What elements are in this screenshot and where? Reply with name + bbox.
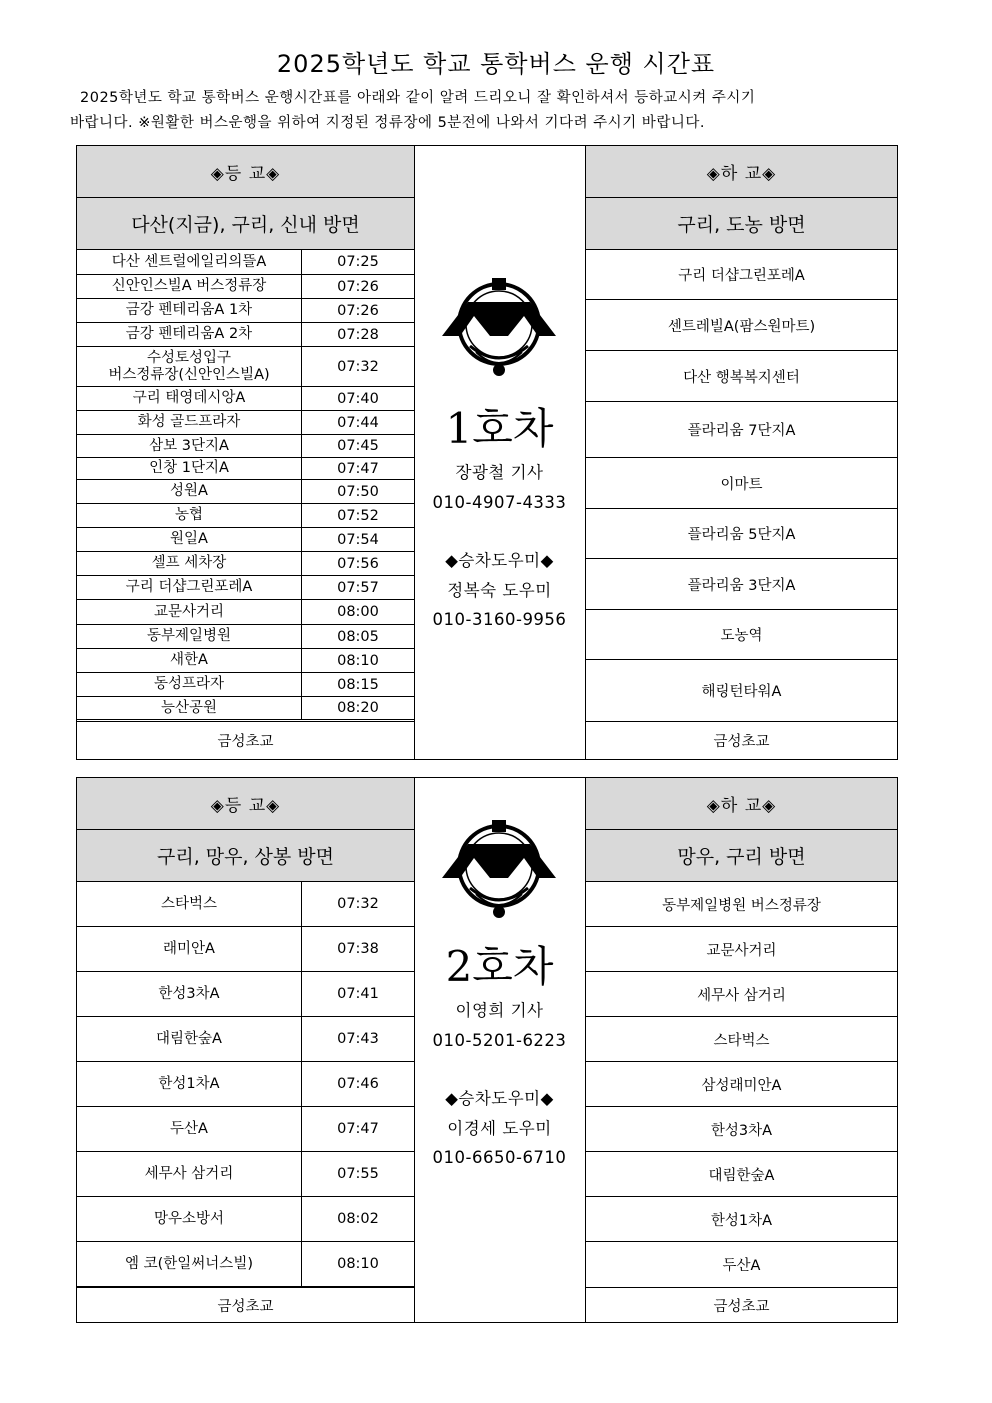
stop-name: 신안인스빌A 버스정류장 [77, 275, 302, 298]
list-item: 센트레빌A(팜스원마트) [586, 300, 897, 351]
bus2-number: 2호차 [445, 942, 554, 991]
bus1-schedule [76, 145, 898, 760]
school-emblem-icon [438, 274, 560, 384]
bus1-back-destination: 금성초교 [586, 721, 897, 759]
bus2-go-destination: 금성초교 [77, 1287, 414, 1322]
stop-name: 금강 펜테리움A 1차 [77, 299, 302, 322]
stop-name: 능산공원 [77, 697, 302, 719]
stop-time: 07:26 [337, 302, 379, 319]
list-item: 플라리움 3단지A [586, 559, 897, 610]
stop-time: 07:43 [337, 1031, 379, 1047]
stop-name: 셀프 세차장 [77, 552, 302, 575]
bus1-back-header: ◈하 교◈ [586, 146, 897, 198]
table-row [77, 927, 414, 972]
stop-name: 농협 [77, 504, 302, 527]
bus1-info-column [414, 146, 585, 759]
stop-name: 화성 골드프라자 [77, 411, 302, 434]
table-row [77, 458, 414, 480]
bus2-back-table [586, 882, 897, 1287]
table-row [77, 882, 414, 927]
stop-name: 한성1차A [77, 1062, 302, 1106]
intro-text [70, 86, 930, 136]
stop-name: 다산 센트럴에일리의뜰A [77, 250, 302, 274]
list-item: 플라리움 7단지A [586, 402, 897, 458]
stop-name: 삼보 3단지A [77, 435, 302, 457]
stop-time: 08:02 [337, 1211, 379, 1227]
bus1-go-header: ◈등 교◈ [77, 146, 414, 198]
bus1-helper: 정복숙 도우미 [447, 580, 552, 600]
list-item: 도농역 [586, 610, 897, 660]
list-item: 교문사거리 [586, 927, 897, 972]
stop-time: 07:41 [337, 986, 379, 1002]
stop-name: 교문사거리 [77, 600, 302, 624]
bus1-number: 1호차 [445, 404, 554, 453]
stop-time: 07:57 [337, 579, 379, 596]
stop-time: 07:55 [337, 1166, 379, 1182]
stop-name: 한성3차A [77, 972, 302, 1016]
stop-name: 망우소방서 [77, 1197, 302, 1241]
stop-time: 08:20 [337, 700, 379, 716]
list-item: 세무사 삼거리 [586, 972, 897, 1017]
stop-time: 07:44 [337, 414, 379, 431]
table-row [77, 1197, 414, 1242]
bus2-back-destination: 금성초교 [586, 1287, 897, 1322]
stop-name: 동성프라자 [77, 673, 302, 696]
stop-name: 두산A [77, 1107, 302, 1151]
stop-time: 07:47 [337, 460, 379, 477]
bus1-go-table [77, 250, 414, 720]
bus2-info-column [414, 778, 585, 1322]
stop-time: 07:45 [337, 438, 379, 454]
table-row [77, 697, 414, 720]
bus1-helper-phone: 010-3160-9956 [432, 610, 567, 629]
table-row [77, 972, 414, 1017]
bus2-helper-label: ◆승차도우미◆ [445, 1089, 554, 1108]
table-row [77, 1107, 414, 1152]
school-emblem-icon [438, 816, 560, 926]
stop-time: 07:54 [337, 531, 379, 548]
stop-time: 07:38 [337, 941, 379, 957]
stop-name: 인창 1단지A [77, 458, 302, 479]
list-item: 두산A [722, 1258, 761, 1274]
bus1-go-route: 다산(지금), 구리, 신내 방면 [77, 198, 414, 250]
intro-line-2: 바랍니다. ※원활한 버스운행을 위하여 지정된 정류장에 5분전에 나와서 기다려 주시기 바랍니다. [70, 115, 705, 131]
table-row [77, 435, 414, 458]
stop-time: 07:32 [337, 358, 379, 375]
table-row [77, 552, 414, 576]
list-item: 스타벅스 [586, 1017, 897, 1062]
stop-time: 07:28 [337, 326, 379, 343]
stop-time: 07:52 [337, 507, 379, 524]
list-item: 한성1차A [586, 1197, 897, 1242]
bus2-helper-phone: 010-6650-6710 [432, 1148, 567, 1167]
table-row [77, 250, 414, 275]
list-item: 플라리움 5단지A [586, 509, 897, 559]
table-row [77, 625, 414, 649]
stop-time: 07:40 [337, 390, 379, 407]
bus2-back-header: ◈하 교◈ [586, 778, 897, 830]
bus1-back-column [585, 146, 897, 759]
table-row [77, 1242, 414, 1287]
table-row [77, 387, 414, 411]
table-row [77, 1017, 414, 1062]
table-row [77, 480, 414, 504]
bus1-helper-label: ◆승차도우미◆ [445, 551, 554, 570]
stop-time: 07:56 [337, 555, 379, 572]
bus1-driver: 장광철 기사 [455, 463, 544, 482]
intro-line-1: 2025학년도 학교 통학버스 운행시간표를 아래와 같이 알려 드리오니 잘 확인하셔서 등하교시켜 주시기 [80, 90, 756, 106]
stop-name: 구리 태영데시앙A [77, 387, 302, 410]
stop-time: 08:15 [337, 676, 379, 693]
bus2-go-table [77, 882, 414, 1287]
list-item: 다산 행복복지센터 [586, 351, 897, 402]
page-title: 2025학년도 학교 통학버스 운행 시간표 [276, 50, 716, 78]
table-row [77, 1152, 414, 1197]
list-item: 해링턴타워A [701, 684, 782, 700]
bus2-back-column [585, 778, 897, 1322]
stop-time: 08:05 [337, 628, 379, 645]
table-row [77, 1062, 414, 1107]
bus1-back-route: 구리, 도농 방면 [586, 198, 897, 250]
bus2-go-header: ◈등 교◈ [77, 778, 414, 830]
stop-name: 엠 코(한일써너스빌) [77, 1242, 302, 1286]
table-row [77, 673, 414, 697]
bus2-driver-phone: 010-5201-6223 [432, 1030, 567, 1050]
stop-time: 07:50 [337, 483, 379, 500]
bus1-go-destination: 금성초교 [77, 721, 414, 759]
table-row [77, 299, 414, 323]
stop-time: 08:10 [337, 652, 379, 669]
list-item: 구리 더샵그린포레A [586, 250, 897, 300]
table-row [77, 347, 414, 387]
list-item: 한성3차A [586, 1107, 897, 1152]
table-row [77, 411, 414, 435]
stop-name: 성원A [77, 480, 302, 503]
table-row [77, 323, 414, 347]
stop-name: 금강 펜테리움A 2차 [77, 323, 302, 346]
bus1-driver-phone: 010-4907-4333 [432, 492, 567, 512]
stop-time: 07:25 [337, 254, 379, 270]
list-item: 삼성래미안A [586, 1062, 897, 1107]
table-row [77, 504, 414, 528]
bus2-back-route: 망우, 구리 방면 [586, 830, 897, 882]
table-row [77, 600, 414, 625]
table-row [77, 649, 414, 673]
stop-name: 원일A [77, 528, 302, 551]
stop-time: 07:32 [337, 896, 379, 912]
bus2-helper: 이경세 도우미 [447, 1118, 552, 1138]
table-row [77, 275, 414, 299]
stop-name: 스타벅스 [77, 882, 302, 926]
bus2-schedule [76, 777, 898, 1323]
list-item: 동부제일병원 버스정류장 [586, 882, 897, 927]
bus2-driver: 이영희 기사 [455, 1001, 544, 1020]
stop-name: 대림한숲A [77, 1017, 302, 1061]
list-item: 이마트 [586, 458, 897, 509]
list-item: 대림한숲A [586, 1152, 897, 1197]
bus2-go-column [77, 778, 415, 1322]
stop-time: 07:47 [337, 1121, 379, 1137]
stop-time: 07:26 [337, 278, 379, 295]
bus1-back-table [586, 250, 897, 721]
stop-time: 07:46 [337, 1076, 379, 1092]
bus1-contacts [414, 458, 585, 635]
stop-name: 동부제일병원 [77, 625, 302, 648]
stop-name: 새한A [77, 649, 302, 672]
bus1-go-column [77, 146, 415, 759]
stop-name: 래미안A [77, 927, 302, 971]
table-row [77, 576, 414, 600]
bus2-go-route: 구리, 망우, 상봉 방면 [77, 830, 414, 882]
stop-name: 세무사 삼거리 [77, 1152, 302, 1196]
stop-time: 08:00 [337, 604, 379, 620]
stop-time: 08:10 [337, 1256, 379, 1272]
table-row [77, 528, 414, 552]
stop-name: 구리 더샵그린포레A [77, 576, 302, 599]
stop-name: 수성토성입구 버스정류장(신안인스빌A) [77, 347, 302, 386]
bus2-contacts [414, 996, 585, 1173]
